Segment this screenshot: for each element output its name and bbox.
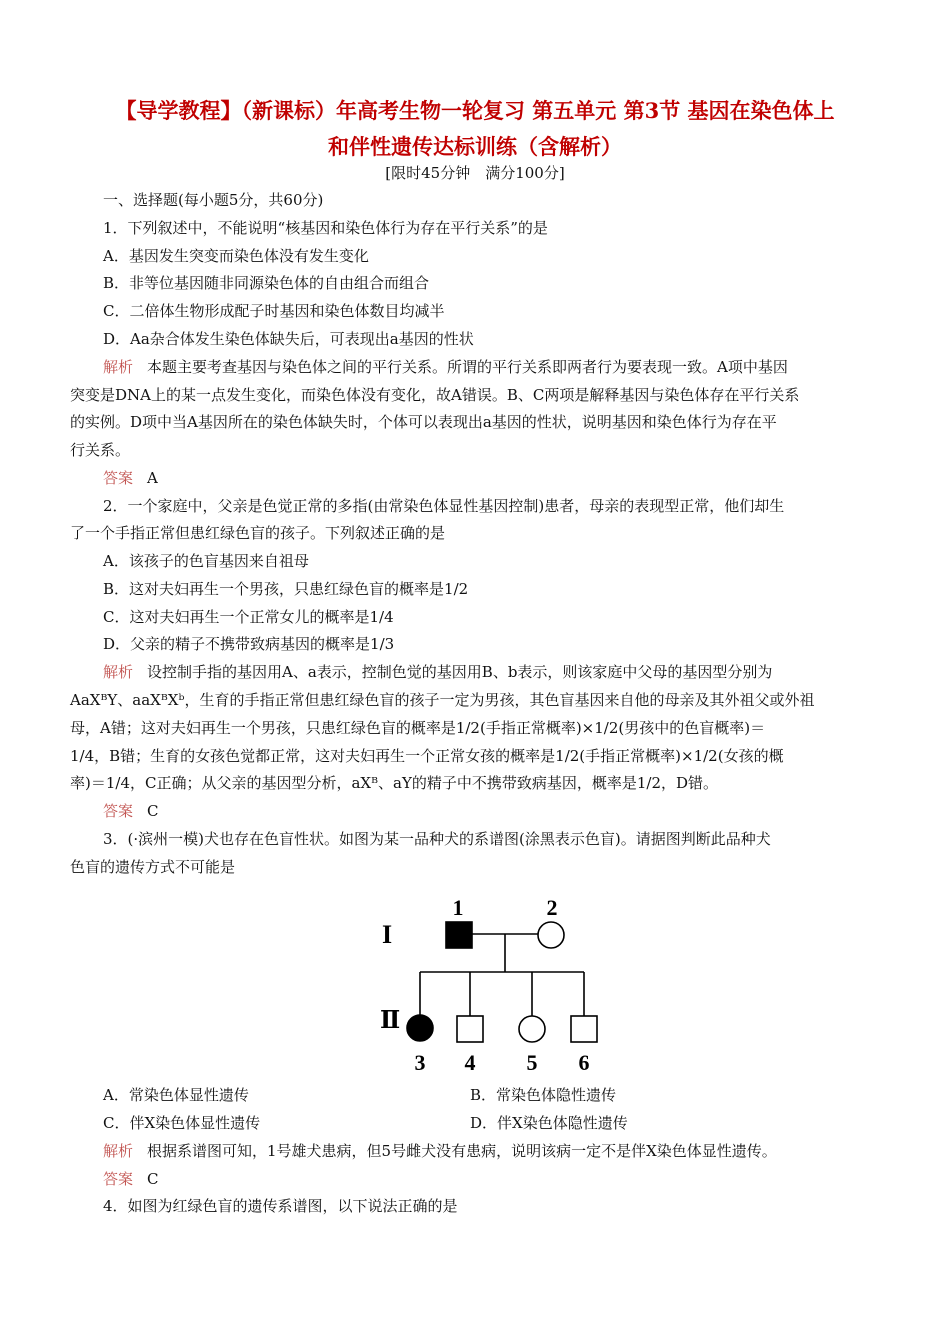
individual-6-normal-male: [571, 1016, 597, 1042]
answer-label: 答案: [103, 802, 134, 820]
q1-option-d: D．Aa杂合体发生染色体缺失后，可表现出a基因的性状: [103, 330, 474, 348]
q2-option-b: B．这对夫妇再生一个男孩，只患红绿色盲的概率是1/2: [103, 580, 469, 598]
q1-option-c: C．二倍体生物形成配子时基因和染色体数目均减半: [103, 302, 445, 320]
q1-stem: 1．下列叙述中，不能说明“核基因和染色体行为存在平行关系”的是: [103, 219, 548, 237]
q4-stem: 4．如图为红绿色盲的遗传系谱图，以下说法正确的是: [103, 1197, 458, 1215]
analysis-label: 解析: [103, 358, 134, 376]
q1-option-a: A．基因发生突变而染色体没有发生变化: [103, 247, 369, 265]
individual-number-5: 5: [526, 1050, 538, 1075]
q3-option-b: B．常染色体隐性遗传: [470, 1086, 617, 1104]
generation-label-ii: Ⅱ: [380, 1008, 401, 1034]
q3-analysis: 解析 根据系谱图可知，1号雄犬患病，但5号雌犬没有患病，说明该病一定不是伴X染色体显性遗传。: [103, 1142, 777, 1160]
q3-answer: 答案 C: [103, 1170, 159, 1188]
document-title-line-2: 和伴性遗传达标训练（含解析）: [328, 134, 622, 159]
q1-analysis-line-4: 行关系。: [70, 441, 131, 459]
q2-analysis-line-3: 母，A错；这对夫妇再生一个男孩，只患红绿色盲的概率是1/2(手指正常概率)×1/2(男孩中的色盲概率)＝: [70, 719, 766, 737]
q3-option-a: A．常染色体显性遗传: [103, 1086, 249, 1104]
individual-3-affected-female: [407, 1015, 433, 1041]
q3-option-d: D．伴X染色体隐性遗传: [470, 1114, 628, 1132]
answer-label: 答案: [103, 469, 134, 487]
q1-analysis-line-3: 的实例。D项中当A基因所在的染色体缺失时，个体可以表现出a基因的性状，说明基因和染色体行为存在平: [70, 413, 777, 431]
q2-stem-line-1: 2．一个家庭中，父亲是色觉正常的多指(由常染色体显性基因控制)患者，母亲的表现型正常，他们却生: [103, 497, 785, 515]
q2-analysis-line-1: 解析 设控制手指的基因用A、a表示，控制色觉的基因用B、b表示，则该家庭中父母的基因型分别为: [103, 663, 773, 681]
q3-stem-line-2: 色盲的遗传方式不可能是: [70, 858, 236, 876]
q1-analysis-line-1: 解析 本题主要考查基因与染色体之间的平行关系。所谓的平行关系即两者行为要表现一致。A项中基因: [103, 358, 788, 376]
individual-number-3: 3: [414, 1050, 426, 1075]
generation-label-i: I: [382, 920, 393, 949]
analysis-label: 解析: [103, 1142, 134, 1160]
q1-option-b: B．非等位基因随非同源染色体的自由组合而组合: [103, 274, 430, 292]
section-heading: 一、选择题(每小题5分，共60分): [103, 191, 324, 209]
answer-label: 答案: [103, 1170, 134, 1188]
individual-1-affected-male: [446, 922, 472, 948]
individual-number-1: 1: [452, 895, 464, 920]
individual-2-normal-female: [538, 922, 564, 948]
individual-5-normal-female: [519, 1016, 545, 1042]
q2-stem-line-2: 了一个手指正常但患红绿色盲的孩子。下列叙述正确的是: [70, 524, 446, 542]
individual-number-2: 2: [546, 895, 558, 920]
document-title-line-1: 【导学教程】（新课标）年高考生物一轮复习 第五单元 第3节 基因在染色体上: [115, 98, 835, 123]
q2-option-a: A．该孩子的色盲基因来自祖母: [103, 552, 309, 570]
q1-answer: 答案 A: [103, 469, 158, 487]
q2-analysis-line-4: 1/4，B错；生育的女孩色觉都正常，这对夫妇再生一个正常女孩的概率是1/2(手指正常概率)×1/2(女孩的概: [70, 747, 784, 765]
time-limit: [限时45分钟 满分100分]: [385, 164, 565, 182]
q2-analysis-line-5: 率)＝1/4，C正确；从父亲的基因型分析，aXᴮ、aY的精子中不携带致病基因，概率是1/2，D错。: [70, 774, 719, 792]
q1-analysis-line-2: 突变是DNA上的某一点发生变化，而染色体没有变化，故A错误。B、C两项是解释基因与染色体存在平行关系: [70, 386, 800, 404]
individual-number-4: 4: [464, 1050, 476, 1075]
individual-4-normal-male: [457, 1016, 483, 1042]
q3-stem-line-1: 3．(·滨州一模)犬也存在色盲性状。如图为某一品种犬的系谱图(涂黑表示色盲)。请据图判断此品种犬: [103, 830, 771, 848]
q2-option-d: D．父亲的精子不携带致病基因的概率是1/3: [103, 635, 395, 653]
analysis-label: 解析: [103, 663, 134, 681]
q2-analysis-line-2: AaXᴮY、aaXᴮXᵇ，生育的手指正常但患红绿色盲的孩子一定为男孩，其色盲基因来自他的母亲及其外祖父或外祖: [70, 691, 815, 709]
q2-option-c: C．这对夫妇再生一个正常女儿的概率是1/4: [103, 608, 394, 626]
q3-option-c: C．伴X染色体显性遗传: [103, 1114, 261, 1132]
q2-answer: 答案 C: [103, 802, 159, 820]
pedigree-chart: [360, 888, 620, 1078]
individual-number-6: 6: [578, 1050, 590, 1075]
